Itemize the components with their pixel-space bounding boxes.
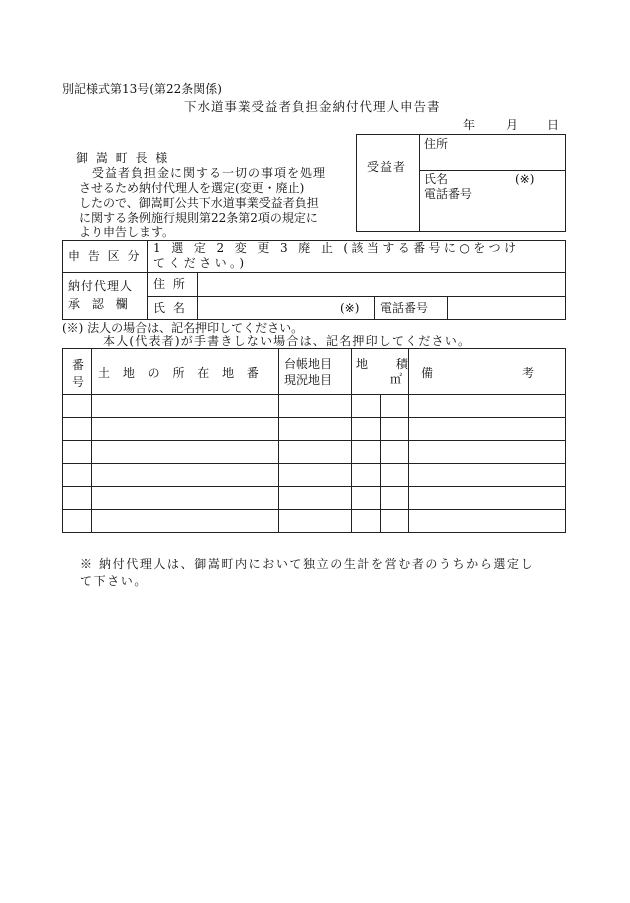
beneficiary-address-label: 住所 <box>424 137 449 151</box>
declaration-instructions: てください。) <box>153 256 248 270</box>
date-month-label: 月 <box>506 118 519 132</box>
header-location: 土 地 の 所 在 地 番 <box>98 366 264 380</box>
beneficiary-label: 受益者 <box>367 160 407 174</box>
agent-phone-label: 電話番号 <box>380 301 429 315</box>
declaration-label: 申 告 区 分 <box>68 249 142 263</box>
footer-note-line2: て下さい。 <box>80 574 149 588</box>
body-line-3: したので、御嵩町公共下水道事業受益者負担 <box>79 196 319 210</box>
body-line-4: に関する条例施行規則第22条第2項の規定に <box>79 211 318 225</box>
declaration-options: 1 選 定 2 変 更 3 廃 止 (該当する番号に○をつけ <box>153 241 520 255</box>
date-day-label: 日 <box>547 118 560 132</box>
header-remarks-1: 備 <box>421 366 434 380</box>
header-area-unit: ㎡ <box>390 372 403 386</box>
note-self-written: 本人(代表者)が手書きしない場合は、記名押印してください。 <box>103 334 472 348</box>
agent-label-line2: 承 認 欄 <box>68 297 132 311</box>
footer-note-line1: ※ 納付代理人は、御嵩町内において独立の生計を営む者のうちから選定し <box>80 557 535 571</box>
header-area: 地 積 <box>356 357 420 371</box>
body-line-1: 受益者負担金に関する一切の事項を処理 <box>92 166 327 180</box>
body-line-5: より申告します。 <box>79 225 175 239</box>
agent-seal-mark: (※) <box>340 301 360 315</box>
date-year-label: 年 <box>463 118 476 132</box>
note-corporate: (※) 法人の場合は、記名押印してください。 <box>62 321 304 335</box>
beneficiary-name-label: 氏名 <box>424 172 449 186</box>
agent-label-line1: 納付代理人 <box>68 279 134 293</box>
header-remarks-2: 考 <box>522 366 535 380</box>
agent-address-label: 住 所 <box>153 277 187 291</box>
body-line-2: させるため納付代理人を選定(変更・廃止) <box>79 181 305 195</box>
header-category-line2: 現況地目 <box>284 373 333 387</box>
agent-name-label: 氏 名 <box>153 301 187 315</box>
beneficiary-phone-label: 電話番号 <box>424 187 473 201</box>
addressee: 御 嵩 町 長 様 <box>76 151 170 165</box>
form-title: 下水道事業受益者負担金納付代理人申告書 <box>184 99 441 114</box>
header-category-line1: 台帳地目 <box>284 357 333 371</box>
form-number: 別記様式第13号(第22条関係) <box>62 82 222 96</box>
header-number: 番号 <box>71 358 84 389</box>
beneficiary-box <box>356 134 566 232</box>
beneficiary-seal-mark: (※) <box>515 172 535 186</box>
